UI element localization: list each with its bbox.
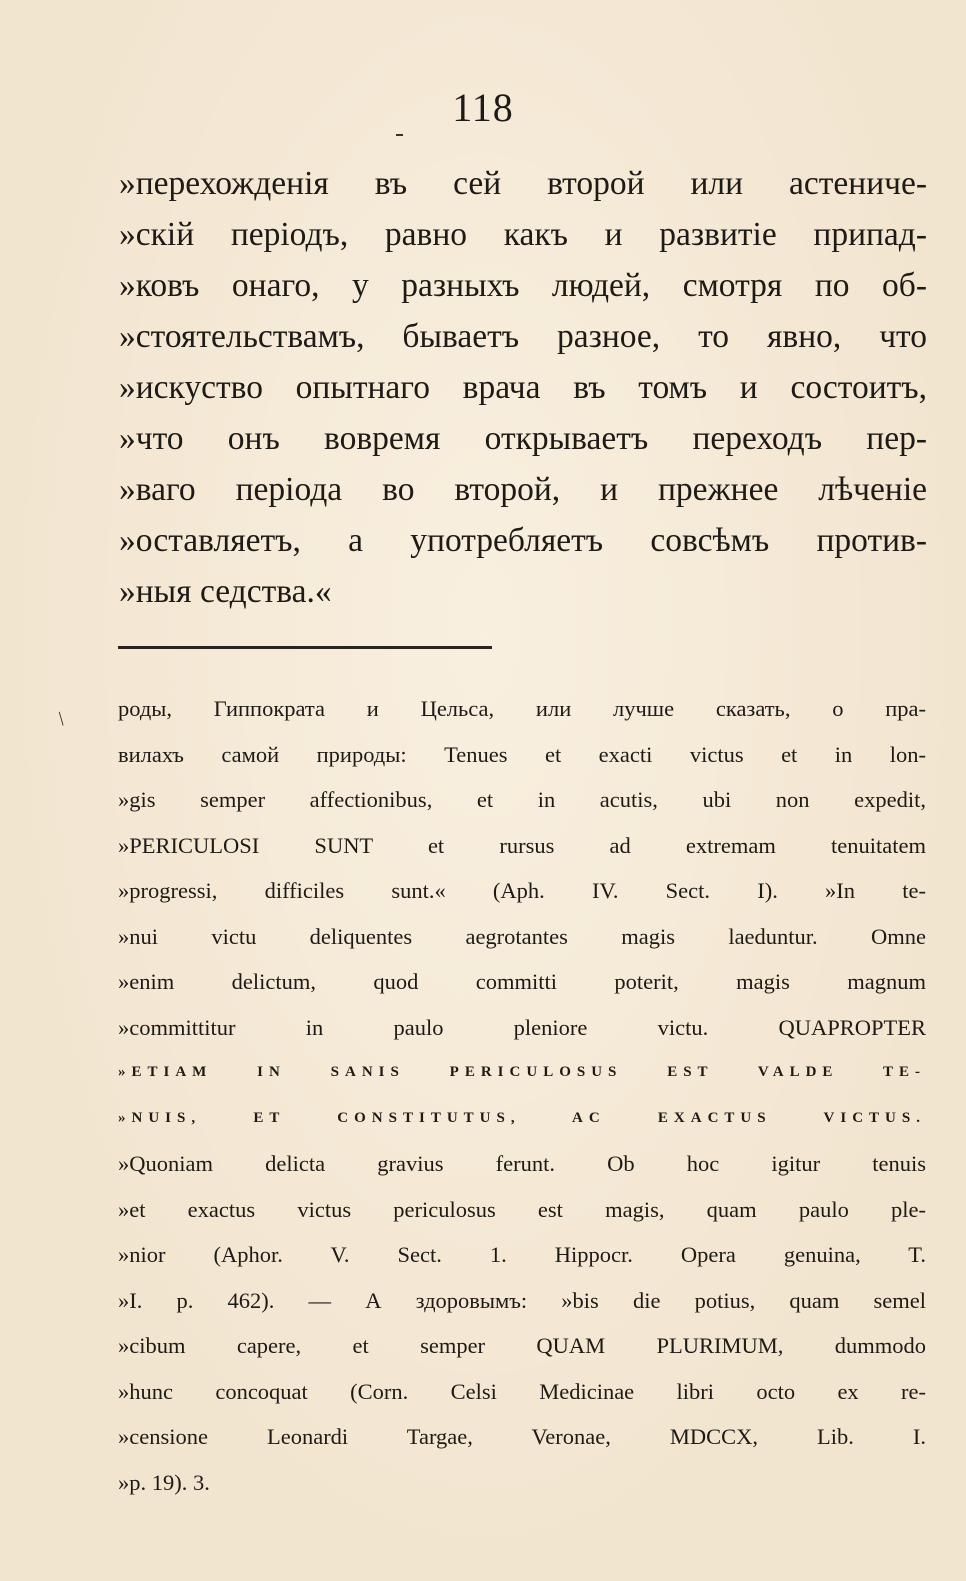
footnote-line-spaced-caps: »ETIAM IN SANIS PERICULOSUS EST VALDE TE- xyxy=(118,1064,926,1080)
main-text-line: »перехожденія въ сей второй или астениче- xyxy=(119,165,927,202)
footnote-line: »censione Leonardi Targae, Veronae, MDCCX, Lib. I. xyxy=(118,1424,926,1449)
footnote-line: »progressi, difficiles sunt.« (Aph. IV. Sect. I). »In te- xyxy=(118,878,926,903)
footnote-line: вилахъ самой природы: Tenues et exacti victus et in lon- xyxy=(118,741,926,767)
main-text-line: »что онъ вовремя открываетъ переходъ пер- xyxy=(119,420,927,457)
footnote-line: »Quoniam delicta gravius ferunt. Ob hoc igitur tenuis xyxy=(118,1151,926,1176)
footnote-line: »cibum capere, et semper QUAM PLURIMUM, dummodo xyxy=(118,1333,926,1358)
main-text-line: »стоятельствамъ, бываетъ разное, то явно, что xyxy=(119,318,927,355)
footnote-line: »p. 19). 3. xyxy=(118,1469,210,1495)
footnote-line: »enim delictum, quod committi poterit, magis magnum xyxy=(118,969,926,994)
main-text-line: »ковъ онаго, у разныхъ людей, смотря по об- xyxy=(119,267,927,304)
margin-pencil-mark: / xyxy=(52,708,71,730)
footnote-line: »nui victu deliquentes aegrotantes magis laeduntur. Omne xyxy=(118,923,926,949)
footnote-line-spaced-caps: »NUIS, ET CONSTITUTUS, AC EXACTUS VICTUS. xyxy=(118,1109,926,1126)
main-text-line: »оставляетъ, а употребляетъ совсѣмъ против- xyxy=(119,522,927,559)
footnote-line: роды, Гиппократа и Цельса, или лучше сказать, о пра- xyxy=(118,696,926,721)
footnote-line: »gis semper affectionibus, et in acutis, ubi non expedit, xyxy=(118,787,926,812)
printer-tick-mark xyxy=(396,134,403,136)
main-text-line: »искуство опытнаго врача въ томъ и состоитъ, xyxy=(119,369,927,406)
footnote-line: »committitur in paulo pleniore victu. QUAPROPTER xyxy=(118,1014,926,1040)
main-text-line: »ваго періода во второй, и прежнее лѣченіе xyxy=(119,471,927,508)
page-number: 118 xyxy=(452,85,514,130)
footnote-line: »hunc concoquat (Corn. Celsi Medicinae libri octo ex re- xyxy=(118,1378,926,1404)
footnote-line: »et exactus victus periculosus est magis, quam paulo ple- xyxy=(118,1196,926,1222)
footnote-line: »PERICULOSI SUNT et rursus ad extremam tenuitatem xyxy=(118,832,926,858)
footnote-line: »nior (Aphor. V. Sect. 1. Hippocr. Opera genuina, T. xyxy=(118,1242,926,1267)
main-text-block xyxy=(119,158,927,617)
footnote-separator-rule xyxy=(118,646,492,649)
main-text-line: »ныя седства.« xyxy=(119,573,332,610)
footnote-block xyxy=(118,686,926,1505)
footnote-line: »I. p. 462). — А здоровымъ: »bis die potius, quam semel xyxy=(118,1287,926,1313)
main-text-line: »скій періодъ, равно какъ и развитіе припад- xyxy=(119,216,927,253)
